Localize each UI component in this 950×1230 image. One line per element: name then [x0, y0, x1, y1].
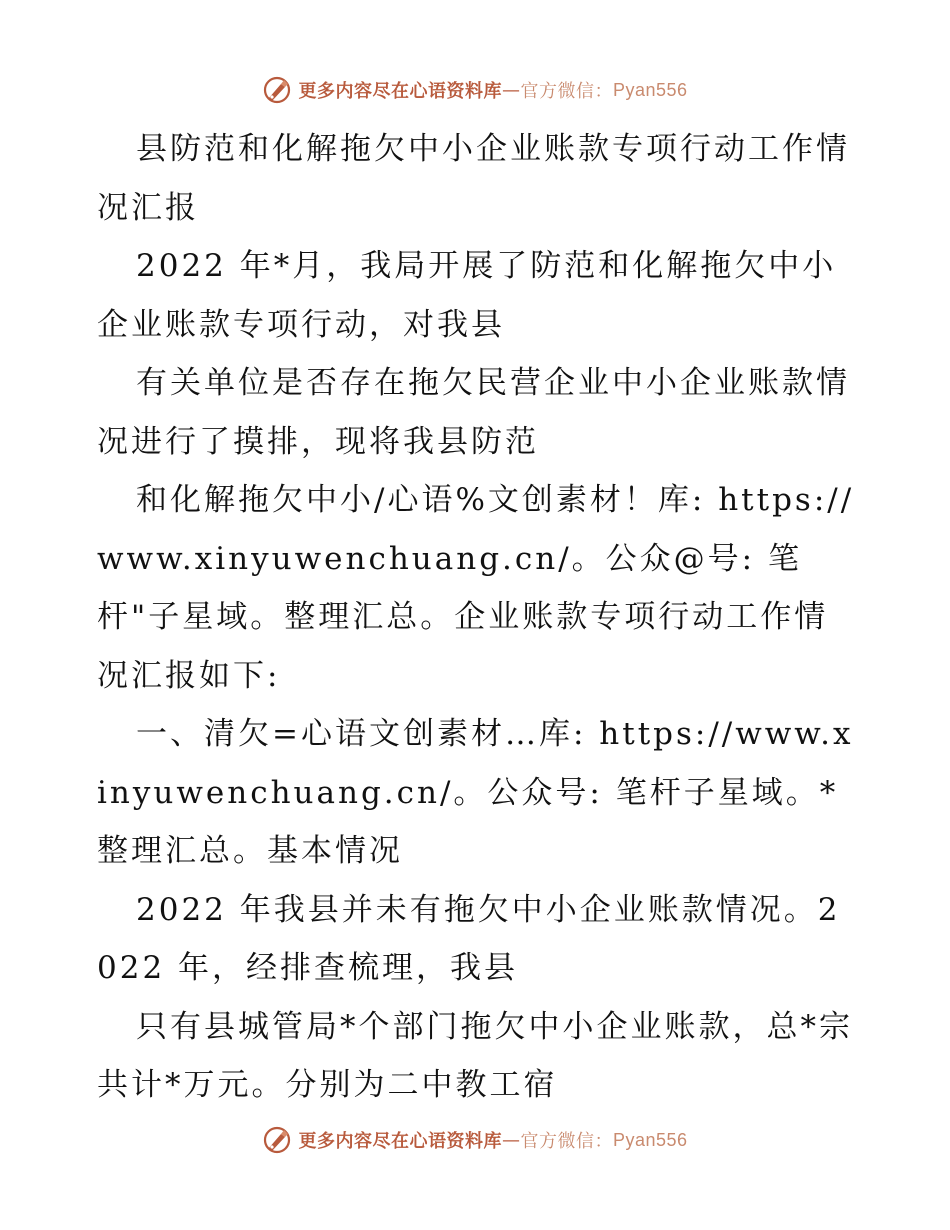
- footer-watermark-banner: [0, 1120, 950, 1160]
- document-body: [97, 120, 857, 1115]
- paragraph: 有关单位是否存在拖欠民营企业中小企业账款情况进行了摸排，现将我县防范: [97, 365, 850, 460]
- banner-dash: —: [501, 1129, 521, 1151]
- banner-main-text: 更多内容尽在心语资料库: [298, 1131, 502, 1152]
- header-watermark-banner: [0, 70, 950, 110]
- banner-wechat-label: 官方微信：: [520, 81, 613, 102]
- banner-main-text: 更多内容尽在心语资料库: [298, 81, 502, 102]
- paragraph: 2022 年*月，我局开展了防范和化解拖欠中小企业账款专项行动，对我县: [97, 248, 837, 343]
- document-title: 县防范和化解拖欠中小企业账款专项行动工作情况汇报: [97, 131, 850, 226]
- paragraph: 只有县城管局*个部门拖欠中小企业账款，总*宗共计*万元。分别为二中教工宿: [97, 1008, 853, 1103]
- banner-wechat-handle: Pyan556: [612, 79, 688, 100]
- paragraph: 和化解拖欠中小/心语%文创素材！库: https://www.xinyuwenchuang.cn/。公众@号: 笔杆"子星域。整理汇总。企业账款专项行动工作情况汇报如下:: [97, 482, 855, 694]
- pen-nib-logo-icon: [262, 75, 292, 105]
- section-heading: 一、清欠=心语文创素材…库: https://www.xinyuwenchuang.cn/。公众号: 笔杆子星域。*整理汇总。基本情况: [97, 716, 854, 869]
- pen-nib-logo-icon: [262, 1125, 292, 1155]
- banner-wechat-label: 官方微信：: [520, 1131, 613, 1152]
- paragraph: 2022 年我县并未有拖欠中小企业账款情况。2022 年，经排查梳理，我县: [97, 891, 841, 986]
- banner-dash: —: [501, 79, 521, 101]
- banner-wechat-handle: Pyan556: [612, 1129, 688, 1150]
